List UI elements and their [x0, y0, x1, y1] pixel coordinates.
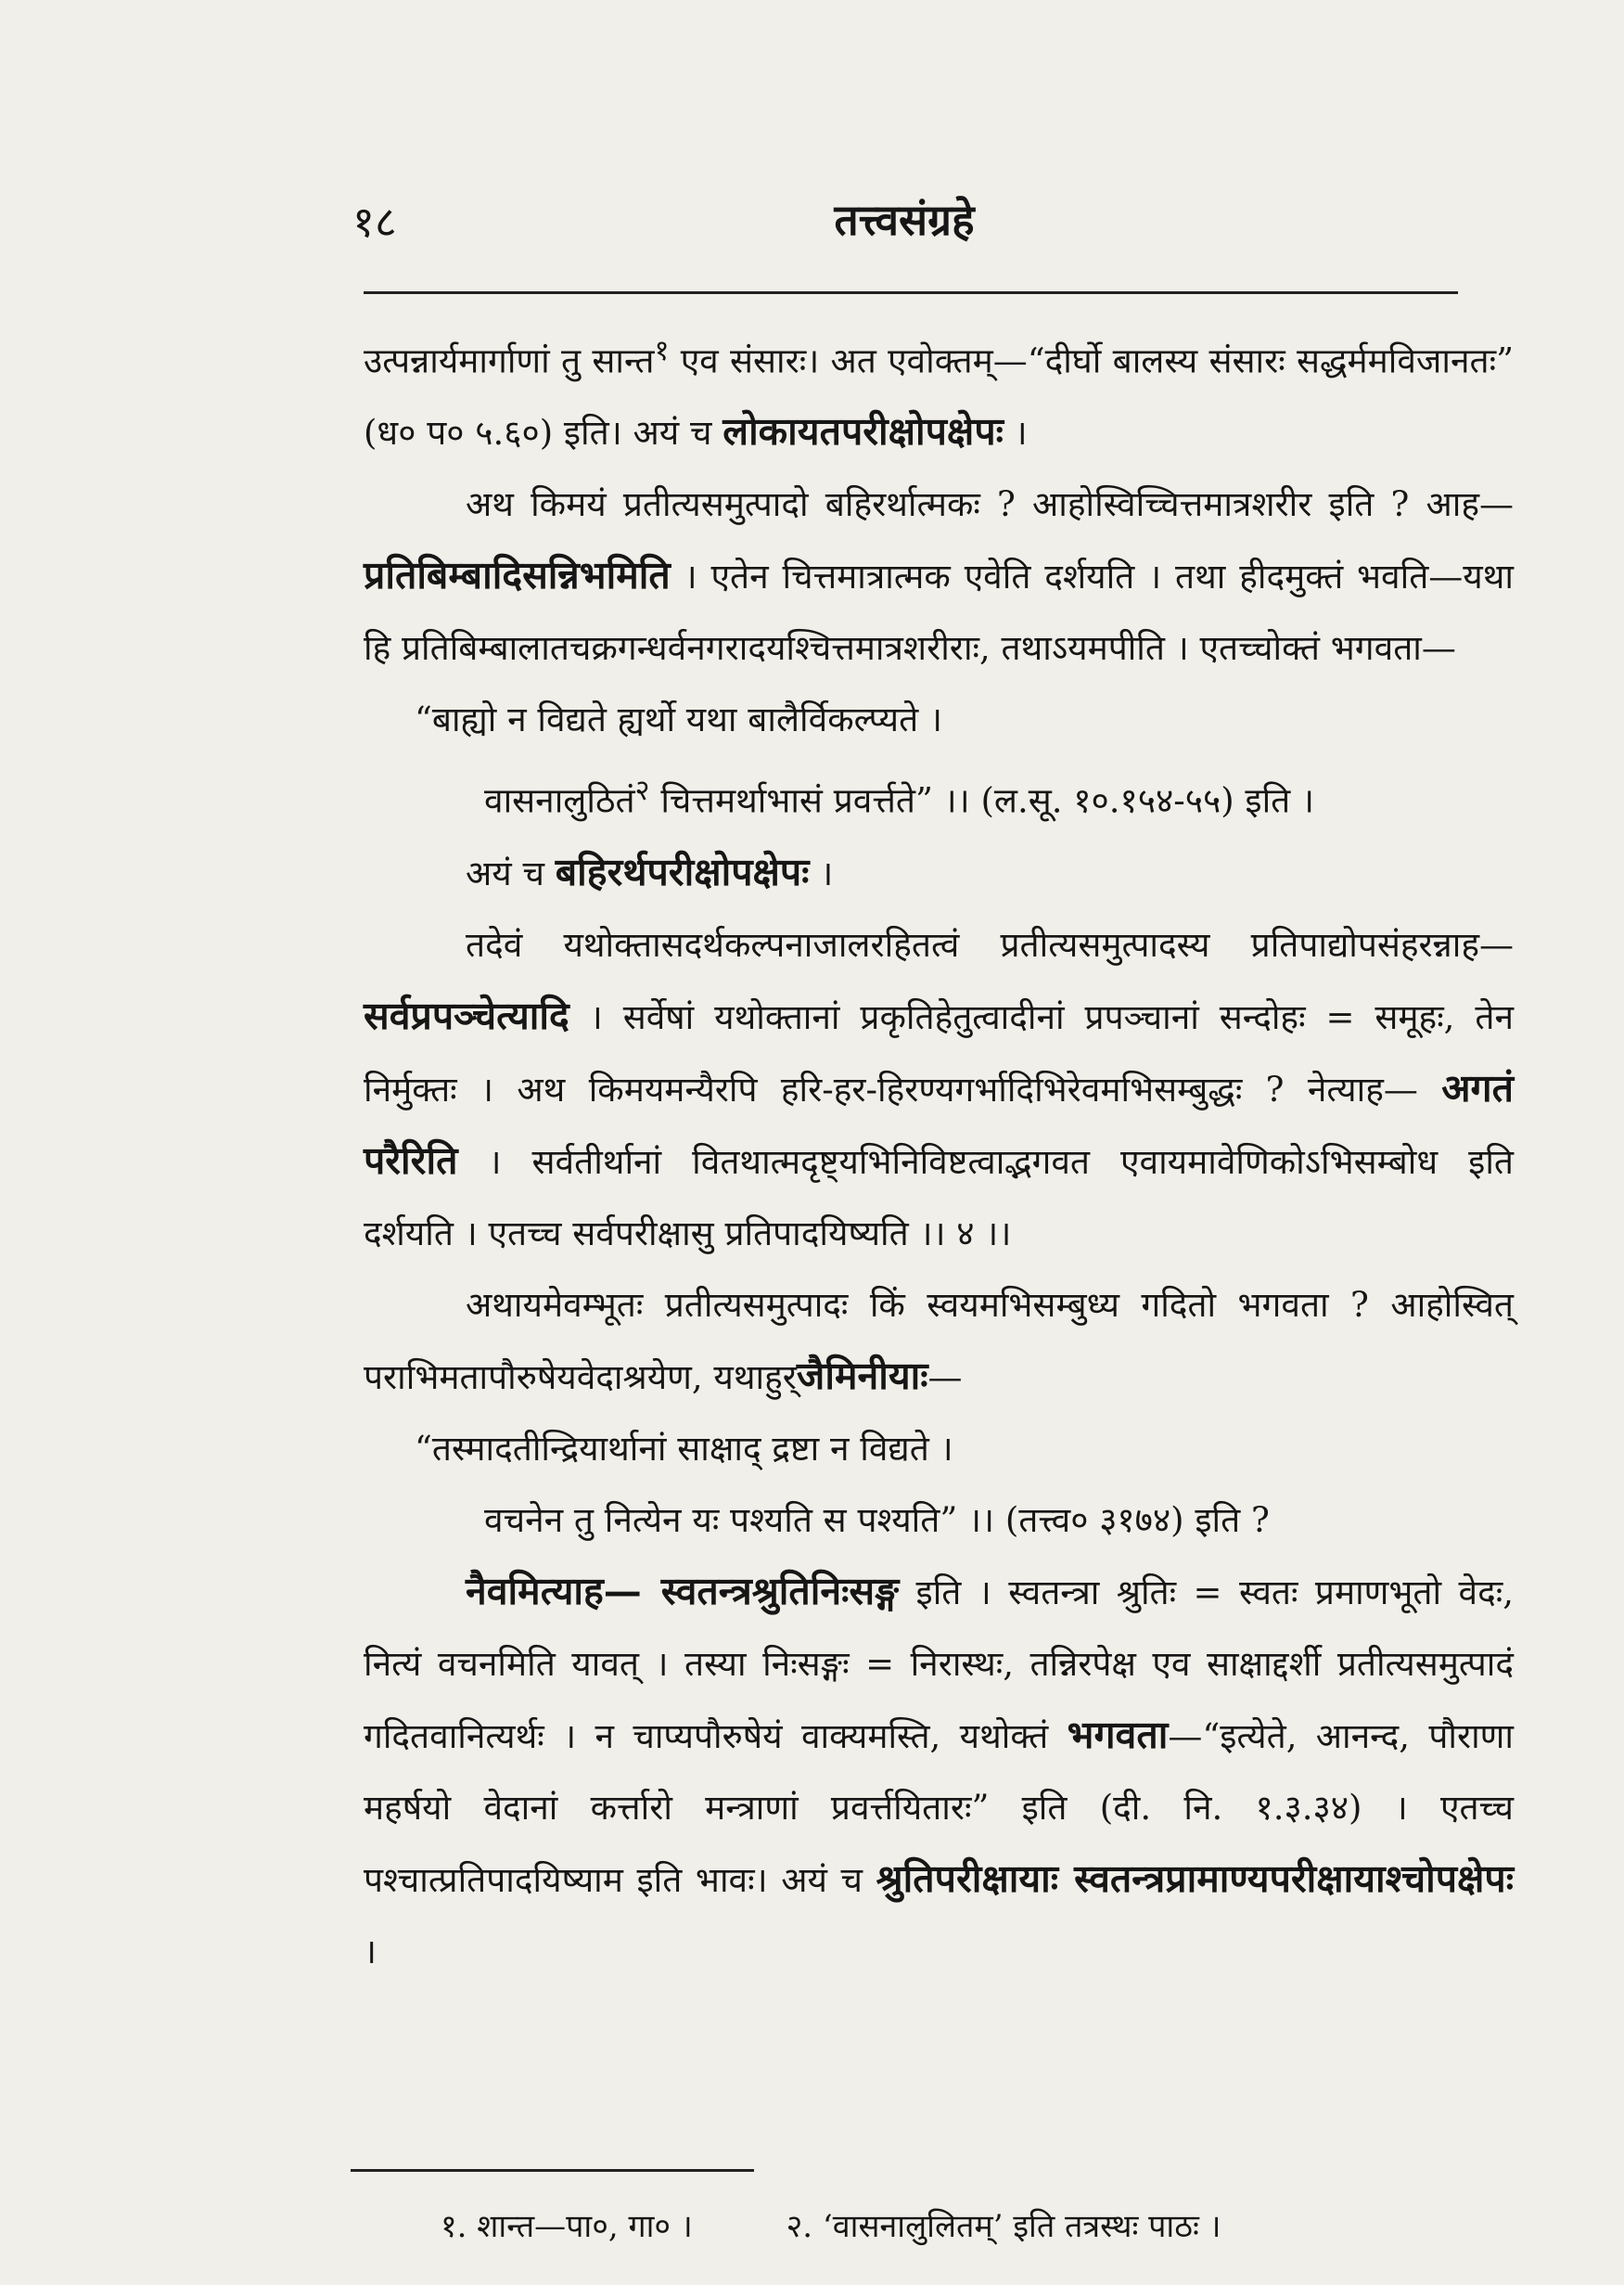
section-heading: श्रुतिपरीक्षायाः स्वतन्त्रप्रामाण्यपरीक्षायाश्चोपक्षेपः — [876, 1855, 1515, 1901]
keyword: सर्वप्रपञ्चेत्यादि — [364, 993, 569, 1038]
footnote-2: २. ‘वासनालुलितम्’ इति तत्रस्थः पाठः । — [786, 2208, 1221, 2245]
keyword: प्रतिबिम्बादिसन्निभमिति — [364, 553, 671, 598]
paragraph-6: नैवमित्याह— स्वतन्त्रश्रुतिनिःसङ्ग इति । स्वतन्त्रा श्रुतिः = स्वतः प्रमाणभूतो वेदः, नित्यं वचनमिति यावत् । तस्या निःसङ्गः = निरास्थः, तन्निरपेक्ष एव साक्षाद्दर्शी प्रतीत्यसमुत्पादं गदितवानित्यर्थः । न चाप्यपौरुषेयं वाक्यमस्ति, यथोक्तं भगवता—“इत्येते, आनन्द, पौराणा महर्षयो वेदानां कर्त्तारो मन्त्राणां प्रवर्त्तयितारः” इति (दी. नि. १.३.३४) । एतच्च पश्चात्प्रतिपादयिष्याम इति भावः। अयं च श्रुतिपरीक्षायाः स्वतन्त्रप्रामाण्यपरीक्षायाश्चोपक्षेपः । — [364, 1568, 1515, 1971]
keyword: स्वतन्त्रश्रुतिनिःसङ्ग — [660, 1568, 900, 1613]
keyword: भगवता — [1067, 1712, 1169, 1757]
keyword: अगतं परैरिति — [364, 1065, 1514, 1183]
paragraph-3: अयं च बहिरर्थपरीक्षोपक्षेपः । — [466, 849, 834, 894]
main-text — [364, 315, 1514, 1987]
paragraph-1: उत्पन्नार्यमार्गाणां तु सान्त$^१$ एव संसारः। अत एवोक्तम्—“दीर्घो बालस्य संसारः सद्धर्ममविजानतः” (ध० प० ५.६०) इति। अयं च लोकायतपरीक्षोपक्षेपः । — [364, 334, 1514, 455]
footnote-marker-1: १ — [654, 334, 670, 367]
footnote-rule — [351, 2169, 754, 2172]
keyword: नैवमित्याह— — [466, 1568, 661, 1613]
section-heading: बहिरर्थपरीक्षोपक्षेपः — [555, 849, 810, 894]
page-number: १८ — [352, 197, 397, 247]
verse-1-line-1: “बाह्यो न विद्यते ह्यर्थो यथा बालैर्विकल्प्यते । — [415, 700, 942, 740]
header-rule — [364, 291, 1458, 294]
paragraph-5: अथायमेवम्भूतः प्रतीत्यसमुत्पादः किं स्वयमभिसम्बुध्य गदितो भगवता ? आहोस्वित् पराभिमतापौरुषेयवेदाश्रयेण, यथाहुर्जैमिनीयाः— — [364, 1284, 1514, 1398]
paragraph-4: तदेवं यथोक्तासदर्थकल्पनाजालरहितत्वं प्रतीत्यसमुत्पादस्य प्रतिपाद्योपसंहरन्नाह—सर्वप्रपञ्चेत्यादि । सर्वेषां यथोक्तानां प्रकृतिहेतुत्वादीनां प्रपञ्चानां सन्दोहः = समूहः, तेन निर्मुक्तः । अथ किमयमन्यैरपि हरि-हर-हिरण्यगर्भादिभिरेवमभिसम्बुद्धः ? नेत्याह— अगतं परैरिति । सर्वतीर्थानां वितथात्मदृष्ट्यभिनिविष्टत्वाद्भगवत एवायमावेणिकोऽभिसम्बोध इति दर्शयति । एतच्च सर्वपरीक्षासु प्रतिपादयिष्यति ।। ४ ।। — [364, 924, 1514, 1253]
verse-2-line-2: वचनेन तु नित्येन यः पश्यति स पश्यति” ।। (तत्त्व० ३१७४) इति ? — [484, 1499, 1270, 1540]
page-header — [352, 181, 1456, 246]
footnotes — [441, 2203, 1479, 2246]
keyword: जैमिनीयाः — [796, 1353, 928, 1398]
running-title: तत्त्वसंग्रहे — [834, 195, 975, 245]
verse-2-line-1: “तस्मादतीन्द्रियार्थानां साक्षाद् द्रष्टा न विद्यते । — [415, 1428, 953, 1469]
footnote-marker-2: २ — [634, 774, 650, 808]
footnote-1: १. शान्त—पा०, गा० । — [441, 2208, 693, 2245]
verse-1-line-2: वासनालुठितं$^२$ चित्तमर्थाभासं प्रवर्त्तते” ।। (ल.सू. १०.१५४-५५) इति । — [484, 774, 1315, 821]
paragraph-2: अथ किमयं प्रतीत्यसमुत्पादो बहिरर्थात्मकः ? आहोस्विच्चित्तमात्रशरीर इति ? आह— प्रतिबिम्बादिसन्निभमिति । एतेन चित्तमात्रात्मक एवेति दर्शयति । तथा हीदमुक्तं भवति—यथा हि प्रतिबिम्बालातचक्रगन्धर्वनगरादयश्चित्तमात्रशरीराः, तथाऽयमपीति । एतच्चोक्तं भगवता— — [364, 484, 1514, 669]
section-heading: लोकायतपरीक्षोपक्षेपः — [722, 409, 1004, 455]
